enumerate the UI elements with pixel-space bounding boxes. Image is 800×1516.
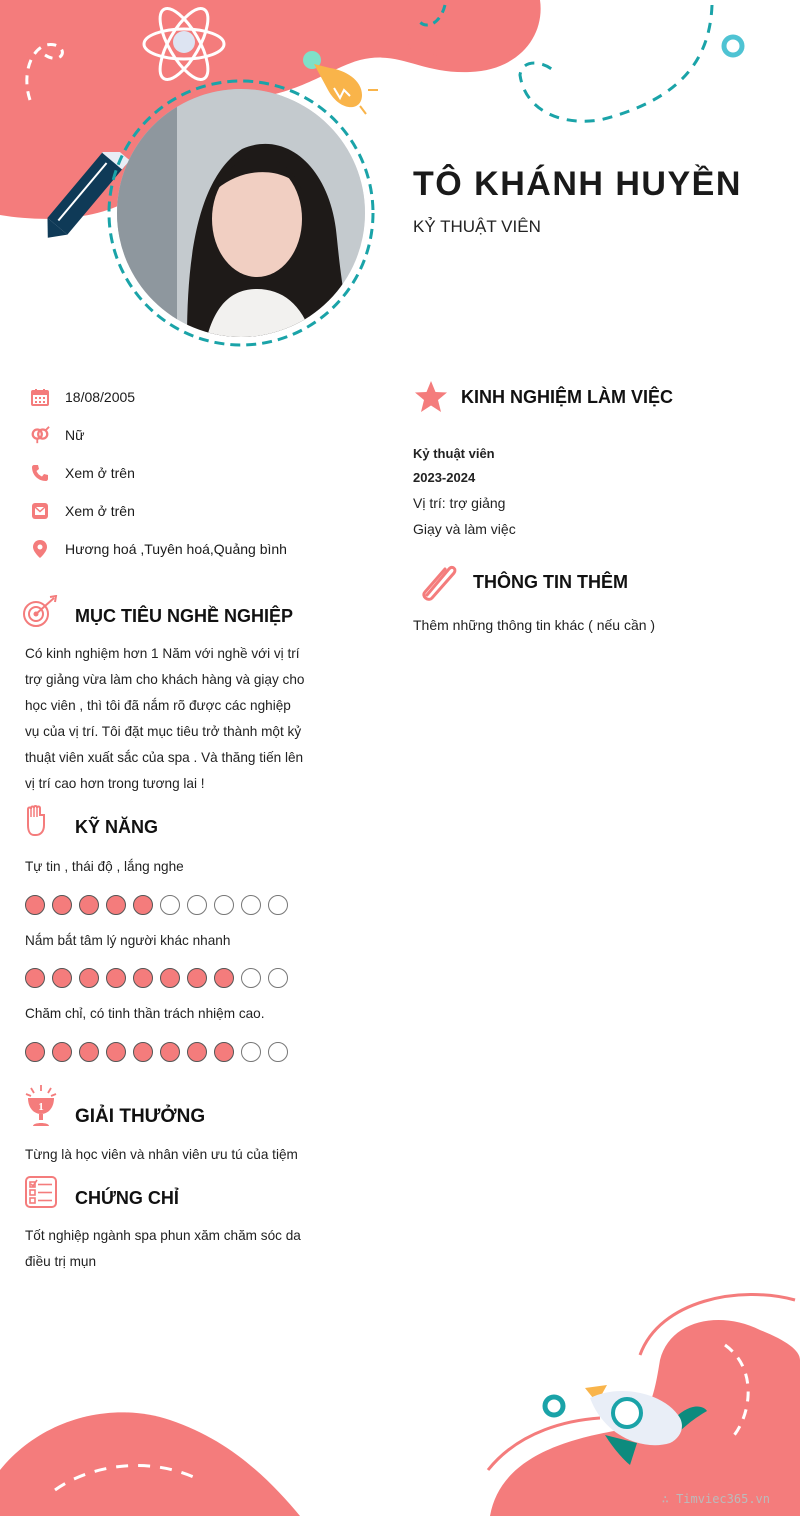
rating-dot-empty [187,895,207,915]
rating-dot-filled [133,968,153,988]
additional-title: THÔNG TIN THÊM [473,572,628,592]
skill-label: Chăm chỉ, có tinh thần trách nhiệm cao. [25,1006,265,1021]
rating-dot-empty [268,895,288,915]
email-icon [30,501,50,521]
objective-line: học viên , thì tôi đã nắm rõ được các nghiệp [25,698,291,713]
location-icon [30,539,50,559]
rating-dot-filled [106,968,126,988]
rating-dot-filled [133,895,153,915]
contact-birthday [30,387,135,407]
objective-line: vị trí cao hơn trong tương lai ! [25,776,205,791]
address-value: Hương hoá ,Tuyên hoá,Quảng bình [65,541,287,557]
target-icon [22,595,58,629]
rating-dot-filled [79,968,99,988]
awards-text: Từng là học viên và nhân viên ưu tú của tiệm [25,1147,298,1162]
contact-email [30,501,135,521]
trophy-icon [24,1084,58,1128]
phone-icon [30,463,50,483]
rating-dot-filled [25,1042,45,1062]
rating-dot-filled [187,1042,207,1062]
contact-address [30,539,287,559]
certificate-line: Tốt nghiệp ngành spa phun xăm chăm sóc da [25,1228,301,1243]
rating-dot-filled [160,1042,180,1062]
rating-dot-filled [106,895,126,915]
gender-icon [30,425,50,445]
certificates-title: CHỨNG CHỈ [75,1188,179,1208]
atom-icon [140,4,228,84]
rating-dot-filled [133,1042,153,1062]
watermark: ∴ Timviec365.vn [661,1492,770,1506]
checklist-icon [25,1176,57,1208]
star-icon [413,380,449,414]
rating-dot-filled [79,1042,99,1062]
rating-dot-empty [241,968,261,988]
skill-rating [25,968,288,988]
experience-title: KINH NGHIỆM LÀM VIỆC [461,387,674,407]
objective-line: trợ giảng vừa làm cho khách hàng và giạy cho [25,672,305,687]
rating-dot-filled [25,895,45,915]
skill-rating [25,1042,288,1062]
skill-label: Tự tin , thái độ , lắng nghe [25,859,184,874]
rating-dot-filled [214,1042,234,1062]
contact-gender [30,425,84,445]
paperclip-icon [415,561,459,603]
calendar-icon [30,387,50,407]
svg-text:1: 1 [38,1101,44,1113]
skill-rating [25,895,288,915]
experience-position: Vị trí: trợ giảng [413,495,506,511]
profile-photo [117,89,365,337]
contact-phone [30,463,135,483]
rating-dot-filled [79,895,99,915]
rating-dot-filled [52,895,72,915]
candidate-name: TÔ KHÁNH HUYỀN [413,165,742,203]
rating-dot-filled [52,1042,72,1062]
objective-text [25,641,325,797]
rating-dot-filled [25,968,45,988]
objective-line: thuật viên xuất sắc của spa . Và thăng tiến lên [25,750,304,765]
certificates-text [25,1223,325,1275]
skills-title: KỸ NĂNG [75,817,159,837]
birthday-value: 18/08/2005 [65,389,136,405]
objective-line: Có kinh nghiệm hơn 1 Năm với nghề với vị trí [25,646,300,661]
additional-text: Thêm những thông tin khác ( nếu cần ) [413,617,656,633]
objective-line: vụ của vị trí. Tôi đặt mục tiêu trở thành một kỷ [25,724,302,739]
rating-dot-empty [268,1042,288,1062]
certificate-line: điều trị mụn [25,1254,97,1269]
awards-title: GIẢI THƯỞNG [75,1106,206,1127]
rating-dot-filled [160,968,180,988]
rating-dot-filled [187,968,207,988]
phone-value: Xem ở trên [65,465,135,481]
gender-value: Nữ [65,427,85,443]
objective-title: MỤC TIÊU NGHỀ NGHIỆP [75,606,294,626]
skill-label: Nắm bắt tâm lý người khác nhanh [25,933,231,948]
rating-dot-empty [160,895,180,915]
experience-period: 2023-2024 [413,470,476,485]
experience-job-title: Kỷ thuật viên [413,446,495,461]
job-title: KỶ THUẬT VIÊN [413,217,541,236]
rating-dot-filled [52,968,72,988]
fist-icon [25,805,47,837]
email-value: Xem ở trên [65,503,135,519]
rating-dot-empty [268,968,288,988]
rating-dot-filled [214,968,234,988]
experience-description: Giạy và làm việc [413,521,516,537]
rocket-icon [585,1383,710,1468]
rating-dot-empty [241,1042,261,1062]
rating-dot-empty [214,895,234,915]
rating-dot-empty [241,895,261,915]
rating-dot-filled [106,1042,126,1062]
